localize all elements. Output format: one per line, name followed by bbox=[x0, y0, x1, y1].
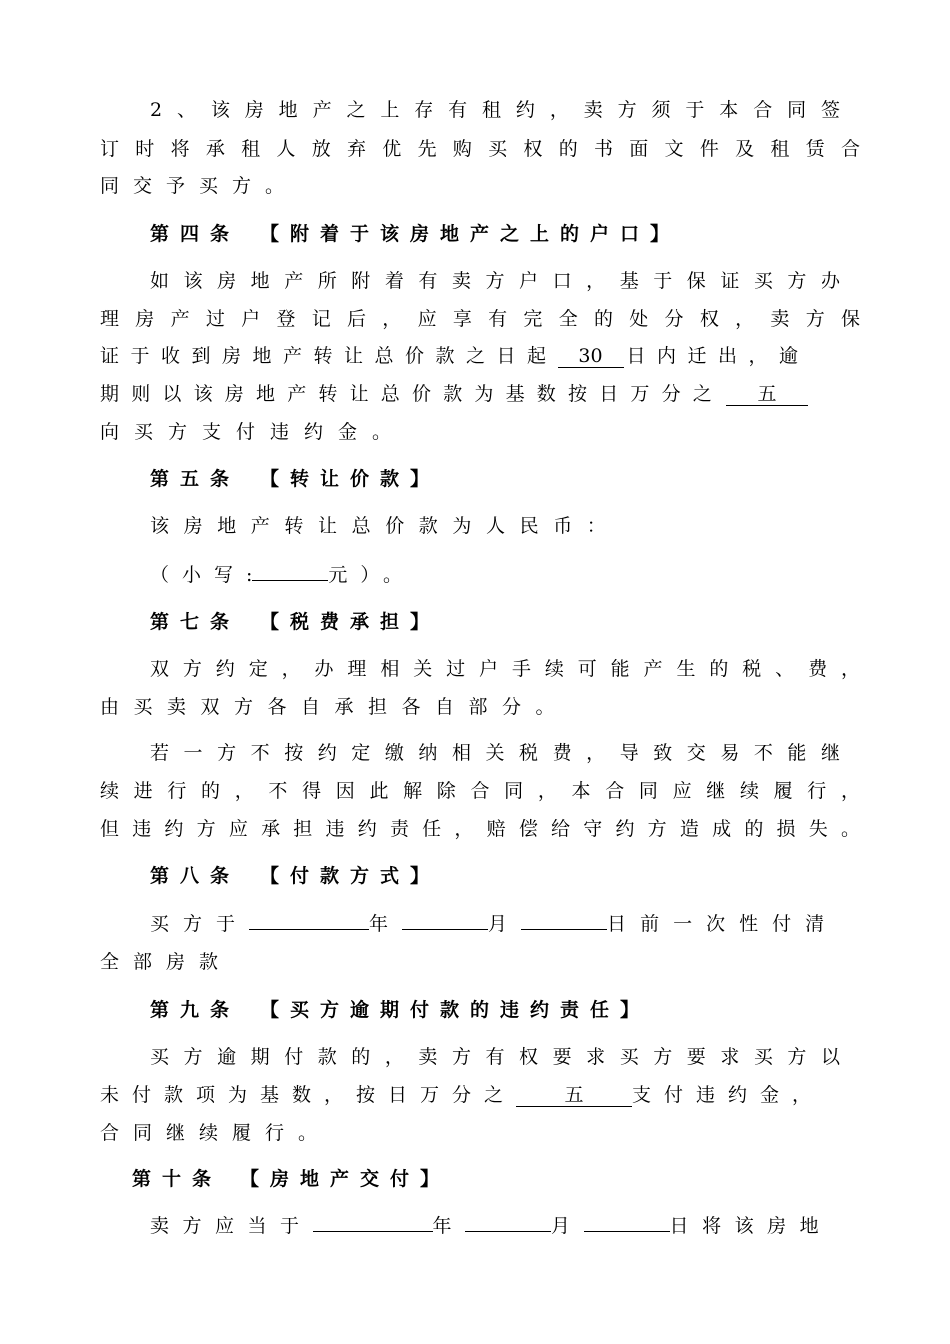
text: 支付违约金， bbox=[632, 1084, 825, 1106]
article-number: 第十条 bbox=[132, 1168, 223, 1190]
art9-line-1 bbox=[150, 1045, 840, 1069]
text: 由买卖双方各自承担各自部分。 bbox=[100, 696, 570, 718]
text: 卖方应当于 bbox=[150, 1215, 313, 1237]
art7-line-2 bbox=[100, 695, 860, 719]
article-number: 第五条 bbox=[150, 468, 241, 490]
text: 向买方支付违约金。 bbox=[100, 421, 407, 443]
art7-line-3 bbox=[150, 741, 840, 765]
amount-blank bbox=[252, 580, 328, 581]
text: 买方于 bbox=[150, 913, 250, 935]
payment-month-blank bbox=[402, 929, 488, 930]
text: 月 bbox=[551, 1215, 584, 1237]
delivery-day-blank bbox=[584, 1231, 670, 1232]
article-title: 【税费承担】 bbox=[260, 611, 441, 633]
art7-line-1 bbox=[150, 657, 860, 681]
article-title: 【转让价款】 bbox=[260, 468, 441, 490]
delivery-month-blank bbox=[465, 1231, 551, 1232]
art4-line-1 bbox=[150, 269, 840, 293]
article-title: 【房地产交付】 bbox=[240, 1168, 451, 1190]
art5-line-1 bbox=[150, 514, 840, 538]
text: 买方逾期付款的，卖方有权要求买方要求买方以 bbox=[150, 1046, 840, 1068]
text: 2、该房地产之上存有租约，卖方须于本合同签 bbox=[150, 99, 840, 121]
art10-line-1 bbox=[150, 1214, 840, 1238]
article-8-heading bbox=[150, 864, 840, 888]
text: 将该房地 bbox=[702, 1215, 833, 1237]
colon: : bbox=[246, 564, 253, 586]
text: 日内迁出，逾 bbox=[626, 345, 810, 367]
text: 年 bbox=[369, 913, 403, 935]
article-number: 第九条 bbox=[150, 999, 241, 1021]
article-number: 第四条 bbox=[150, 223, 241, 245]
overdue-rate-blank: 五 bbox=[516, 1085, 632, 1107]
article-9-heading bbox=[150, 998, 840, 1022]
text: 合同继续履行。 bbox=[100, 1122, 332, 1144]
text: 续进行的，不得因此解除合同，本合同应继续履行， bbox=[100, 780, 860, 802]
art8-line-1 bbox=[150, 912, 840, 936]
article-7-heading bbox=[150, 610, 840, 634]
text: 但违约方应承担违约责任，赔偿给守约方造成的损失。 bbox=[100, 818, 860, 840]
article-number: 第七条 bbox=[150, 611, 241, 633]
text: 同交予买方。 bbox=[100, 175, 299, 197]
text: 前一次性付清 bbox=[640, 913, 839, 935]
art4-line-4 bbox=[100, 382, 860, 406]
text: 。 bbox=[382, 564, 415, 586]
article-title: 【附着于该房地产之上的户口】 bbox=[260, 223, 681, 245]
text: （小写 bbox=[150, 564, 247, 586]
article-title: 【付款方式】 bbox=[260, 865, 441, 887]
text: 月 bbox=[488, 913, 522, 935]
art7-line-5 bbox=[100, 817, 860, 841]
text: 日 bbox=[669, 1215, 703, 1237]
text: 若一方不按约定缴纳相关税费，导致交易不能继 bbox=[150, 742, 840, 764]
article-4-heading bbox=[150, 222, 840, 246]
art7-line-4 bbox=[100, 779, 860, 803]
art9-line-3 bbox=[100, 1121, 860, 1145]
text: 订时将承租人放弃优先购买权的书面文件及租赁合 bbox=[100, 138, 860, 160]
penalty-rate-blank: 五 bbox=[726, 384, 808, 406]
text: 如该房地产所附着有卖方户口，基于保证买方办 bbox=[150, 270, 840, 292]
art9-line-2 bbox=[100, 1083, 860, 1107]
payment-year-blank bbox=[249, 929, 369, 930]
article-5-heading bbox=[150, 467, 840, 491]
days-blank: 30 bbox=[558, 346, 624, 368]
article-10-heading bbox=[132, 1167, 892, 1191]
delivery-year-blank bbox=[313, 1231, 433, 1232]
art4-line-5 bbox=[100, 420, 860, 444]
p2-line-2 bbox=[100, 137, 860, 161]
art5-line-2 bbox=[150, 563, 840, 587]
text: 元） bbox=[328, 564, 383, 586]
text: 理房产过户登记后，应享有完全的处分权，卖方保 bbox=[100, 308, 860, 330]
text: 未付款项为基数，按日万分之 bbox=[100, 1084, 517, 1106]
payment-day-blank bbox=[521, 929, 607, 930]
article-title: 【买方逾期付款的违约责任】 bbox=[260, 999, 651, 1021]
article-number: 第八条 bbox=[150, 865, 241, 887]
art4-line-2 bbox=[100, 307, 860, 331]
text: 年 bbox=[432, 1215, 466, 1237]
text: 该房地产转让总价款为人民币： bbox=[150, 515, 621, 537]
text: 日 bbox=[607, 913, 641, 935]
art8-line-2 bbox=[100, 950, 860, 974]
p2-line-1 bbox=[150, 98, 840, 122]
text: 期则以该房地产转让总价款为基数按日万分之 bbox=[100, 383, 725, 405]
text: 证于收到房地产转让总价款之日起 bbox=[100, 345, 558, 367]
art4-line-3 bbox=[100, 344, 860, 368]
p2-line-3 bbox=[100, 174, 860, 198]
text: 双方约定，办理相关过户手续可能产生的税、费， bbox=[150, 658, 860, 680]
text: 全部房款 bbox=[100, 951, 233, 973]
